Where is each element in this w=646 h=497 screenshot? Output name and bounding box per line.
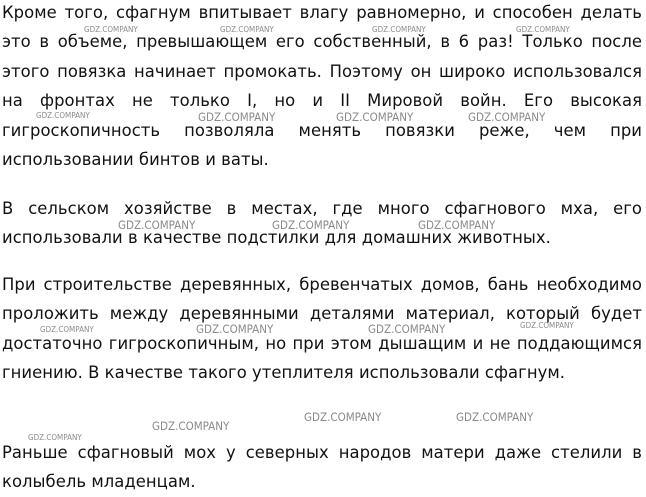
paragraph-1: Кроме того, сфагнум впитывает влагу равномерно, и способен делать это в объеме, превышающем его собственный, в 6 раз! Только после этого повязка начинает промокать. Поэтому он широко использовался на фронтах не только I, но и II Мировой войн. Его высокая гигроскопичность позволяла менять повязки реже, чем при использовании бинтов и ваты. xyxy=(2,3,642,170)
watermark: GDZ.COMPANY xyxy=(372,25,426,34)
watermark: GDZ.COMPANY xyxy=(368,322,446,336)
watermark: GDZ.COMPANY xyxy=(196,322,274,336)
watermark: GDZ.COMPANY xyxy=(418,218,496,232)
watermark: GDZ.COMPANY xyxy=(520,321,574,330)
watermark: GDZ.COMPANY xyxy=(220,25,274,34)
watermark: GDZ.COMPANY xyxy=(28,433,82,442)
watermark: GDZ.COMPANY xyxy=(36,111,90,120)
watermark: GDZ.COMPANY xyxy=(40,325,94,334)
paragraph-3: При строительстве деревянных, бревенчатых домов, бань необходимо проложить между деревянными деталями материал, который будет достаточно гигроскопичным, но при этом дышащим и не поддающимся гниению. В качестве такого утеплителя использовали сфагнум. xyxy=(2,275,642,383)
watermark: GDZ.COMPANY xyxy=(456,410,534,424)
watermark: GDZ.COMPANY xyxy=(468,110,546,124)
watermark: GDZ.COMPANY xyxy=(152,419,230,433)
watermark: GDZ.COMPANY xyxy=(272,218,350,232)
watermark: GDZ.COMPANY xyxy=(118,218,196,232)
paragraph-4: Раньше сфагновый мох у северных народов матери даже стелили в колыбель младенцам. xyxy=(2,443,642,492)
watermark: GDZ.COMPANY xyxy=(516,25,570,34)
watermark: GDZ.COMPANY xyxy=(304,410,382,424)
watermark: GDZ.COMPANY xyxy=(336,110,414,124)
watermark: GDZ.COMPANY xyxy=(198,110,276,124)
watermark: GDZ.COMPANY xyxy=(84,25,138,34)
paragraph-2: В сельском хозяйстве в местах, где много сфагнового мха, его использовали в качестве подстилки для домашних животных. xyxy=(2,199,642,248)
